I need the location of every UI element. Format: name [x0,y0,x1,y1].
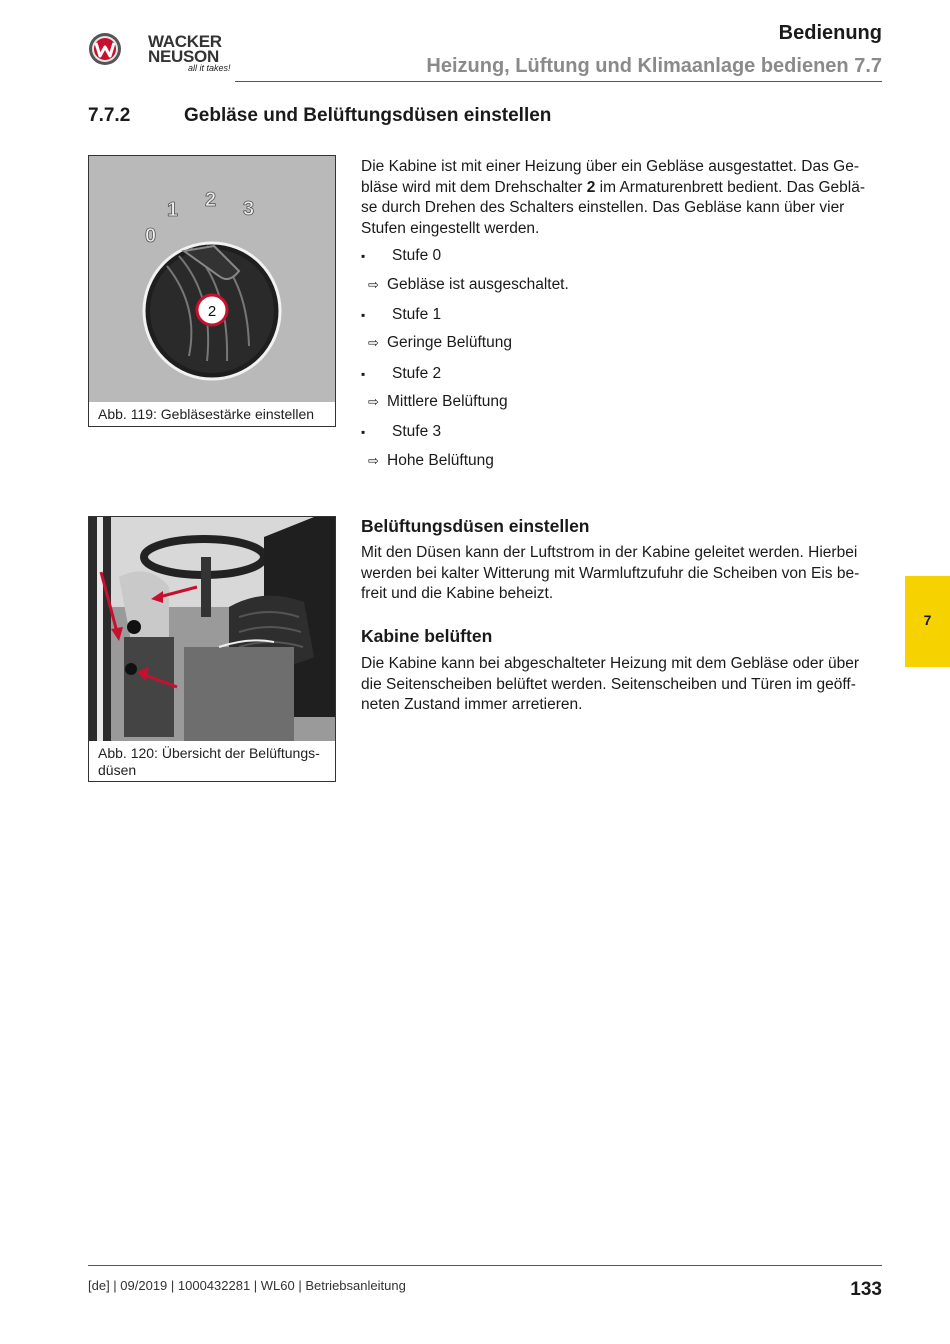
section-header: Heizung, Lüftung und Klimaanlage bedienen 7.7 [426,55,882,77]
nozzles-heading: Belüftungsdüsen einstellen [361,516,590,536]
stage-label: Stufe 3 [392,423,442,440]
figure2-caption-line1: Abb. 120: Übersicht der Belüftungs- [98,745,320,761]
stage-result [368,452,494,470]
section-title: Gebläse und Belüftungsdüsen einstellen [184,105,552,126]
blower-dial-image [89,156,335,402]
chapter-title: Bedienung [778,22,882,44]
bullet-icon: ▪ [361,425,366,439]
nozzles-line1: Mit den Düsen kann der Luftstrom in der Kabine geleitet werden. Hierbei [361,544,858,561]
brand-line1: WACKER [148,32,222,51]
footer-meta: [de] | 09/2019 | 1000432281 | WL60 | Betriebsanleitung [88,1278,406,1293]
nozzles-paragraph [361,543,883,605]
result-arrow-icon: ⇨ [368,277,379,292]
bullet-icon: ▪ [361,308,366,322]
nozzles-line3: freit und die Kabine beheizt. [361,585,554,602]
stage-label: Stufe 1 [392,306,442,323]
stage-result [368,393,508,411]
intro-line4: Stufen eingestellt werden. [361,219,540,237]
footer-divider [88,1265,882,1266]
section-number: 7.7.2 [88,105,131,126]
intro-line2-b: im Armaturenbrett bedient. Das Geblä- [595,178,865,196]
stage-result [368,334,512,352]
page-number: 133 [850,1279,882,1300]
stage-result-text: Geringe Belüftung [387,334,512,351]
dial-label-3: 3 [243,198,255,220]
dial-label-1: 1 [167,199,179,221]
result-arrow-icon: ⇨ [368,453,379,468]
figure2-caption [98,745,320,779]
dial-label-2: 2 [205,189,217,211]
figure1-caption: Abb. 119: Gebläsestärke einstellen [98,406,315,422]
cab-interior-image [89,517,335,741]
brand-slogan: all it takes! [188,63,231,73]
header-divider [235,81,882,82]
figure-ventilation-nozzles [88,516,336,782]
ventilate-heading: Kabine belüften [361,626,493,646]
stage-result-text: Gebläse ist ausgeschaltet. [387,276,569,293]
result-arrow-icon: ⇨ [368,335,379,350]
bullet-icon: ▪ [361,249,366,263]
brand-wordmark [148,34,222,64]
ventilate-paragraph [361,654,883,716]
dial-label-0: 0 [145,225,157,247]
stage-result-text: Mittlere Belüftung [387,393,508,410]
figure2-caption-line2: düsen [98,762,137,778]
intro-line2 [361,178,883,199]
stage-label: Stufe 2 [392,365,442,382]
intro-line1: Die Kabine ist mit einer Heizung über ein Gebläse ausgestattet. Das Ge- [361,158,859,175]
intro-paragraph [361,157,883,239]
brand-logo [88,32,122,66]
ventilate-line1: Die Kabine kann bei abgeschalteter Heizung mit dem Gebläse oder über [361,655,860,672]
dial-callout: 2 [207,303,217,320]
bullet-icon: ▪ [361,367,366,381]
ventilate-line3: neten Zustand immer arretieren. [361,696,583,713]
figure-blower-dial [88,155,336,427]
intro-line3: se durch Drehen des Schalters einstellen. Das Gebläse kann über vier [361,199,845,216]
chapter-side-tab [905,576,950,667]
stage-result-text: Hohe Belüftung [387,452,494,469]
result-arrow-icon: ⇨ [368,394,379,409]
nozzles-line2: werden bei kalter Witterung mit Warmluftzufuhr die Scheiben von Eis be- [361,564,860,582]
intro-switch-ref: 2 [586,178,596,196]
intro-line2-a: bläse wird mit dem Drehschalter [361,178,587,196]
stage-label: Stufe 0 [392,247,442,264]
ventilate-line2: die Seitenscheiben belüftet werden. Seitenscheiben und Türen im geöff- [361,675,856,693]
stage-result [368,276,569,294]
chapter-tab-number: 7 [923,612,932,628]
brand-line2: NEUSON [148,47,219,66]
